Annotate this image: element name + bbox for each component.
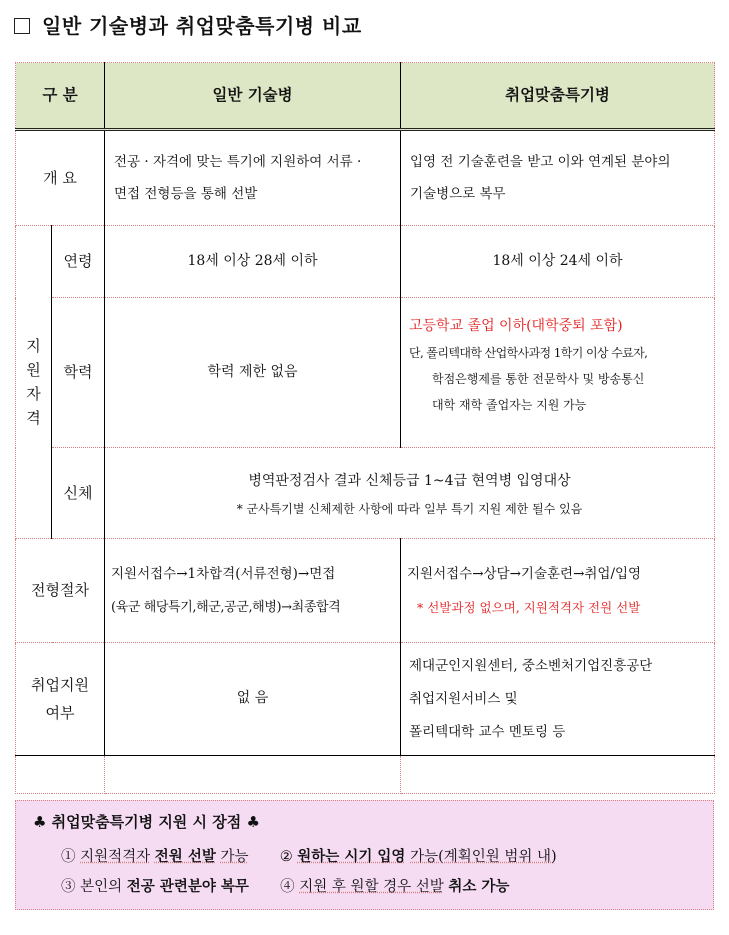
procedure-general: [105, 539, 401, 643]
table-header-row: [16, 63, 715, 130]
age-label: 연령: [52, 226, 105, 298]
advantages-line1: [61, 845, 557, 866]
procedure-label: 전형절차: [16, 539, 105, 643]
education-note-line3: 대학 재학 졸업자는 지원 가능: [432, 398, 587, 412]
item4-pre: 지원 후 원할 경우 선발: [299, 879, 444, 895]
overview-general: [105, 130, 401, 226]
row-age: [16, 226, 715, 298]
qualification-char: 지: [26, 337, 41, 355]
physical-label: 신체: [52, 448, 105, 539]
employment-label: [16, 643, 105, 756]
page-title-text: 일반 기술병과 취업맞춤특기병 비교: [42, 14, 362, 38]
employment-custom: [401, 643, 715, 756]
age-general: 18세 이상 28세 이하: [105, 226, 401, 298]
item3-bold: 전공 관련분야 복무: [126, 879, 249, 895]
overview-custom-line1: 입영 전 기술훈련을 받고 이와 연계된 분야의: [410, 154, 671, 170]
item2-bold: 원하는 시기 입영: [297, 849, 406, 865]
checkbox-square-icon: [14, 18, 30, 34]
row-overview: [16, 130, 715, 226]
procedure-custom-line2: * 선발과정 없으며, 지원적격자 전원 선발: [417, 599, 641, 615]
item3-number: ③: [61, 879, 76, 895]
item2-post: 가능(계획인원 범위 내): [410, 849, 557, 865]
advantages-line2: [61, 875, 509, 896]
employment-custom-line2: 취업지원서비스 및: [409, 690, 518, 707]
overview-custom-line2: 기술병으로 복무: [410, 186, 506, 202]
qualification-char: 원: [26, 361, 41, 379]
item1-post: 가능: [220, 849, 249, 865]
education-custom: [401, 298, 715, 448]
row-education: [16, 298, 715, 448]
age-custom: 18세 이상 24세 이하: [401, 226, 715, 298]
item1-pre: 지원적격자: [80, 849, 151, 865]
page-title: [14, 10, 714, 38]
item4-number: ④: [280, 879, 295, 895]
row-procedure: [16, 539, 715, 643]
education-note-line2: 학점은행제를 통한 전문학사 및 방송통신: [432, 372, 645, 386]
overview-custom: [401, 130, 715, 226]
item4-bold: 취소 가능: [448, 879, 510, 895]
item2-number: ②: [279, 849, 293, 865]
employment-label-line2: 여부: [45, 704, 75, 722]
item3-pre: 본인의: [80, 879, 123, 895]
header-general: 일반 기술병: [105, 63, 401, 130]
overview-label: 개 요: [16, 130, 105, 226]
empty-cell: [105, 756, 401, 794]
education-custom-main: 고등학교 졸업 이하(대학중퇴 포함): [409, 318, 623, 334]
item1-number: ①: [61, 849, 76, 865]
employment-custom-line1: 제대군인지원센터, 중소벤처기업진흥공단: [409, 657, 653, 674]
physical-text: 병역판정검사 결과 신체등급 1~4급 현역병 입영대상: [248, 473, 571, 489]
overview-general-line1: 전공 · 자격에 맞는 특기에 지원하여 서류 ·: [114, 154, 362, 170]
advantages-box: [15, 800, 714, 910]
procedure-custom-line1: 지원서접수→상담→기술훈련→취업/입영: [407, 565, 642, 582]
empty-cell: [401, 756, 715, 794]
header-category: 구 분: [16, 63, 105, 130]
education-label: 학력: [52, 298, 105, 448]
education-note-line1: 단, 폴리텍대학 산업학사과정 1학기 이상 수료자,: [409, 346, 648, 360]
procedure-general-line2: (육군 해당특기,해군,공군,해병)→최종합격: [111, 599, 341, 615]
employment-custom-line3: 폴리텍대학 교수 멘토링 등: [409, 723, 566, 740]
qualification-label: [16, 226, 52, 539]
education-general: 학력 제한 없음: [105, 298, 401, 448]
row-employment: [16, 643, 715, 756]
overview-general-line2: 면접 전형등을 통해 선발: [114, 186, 258, 202]
comparison-table: [15, 62, 715, 794]
procedure-general-line1: 지원서접수→1차합격(서류전형)→면접: [111, 565, 336, 582]
header-custom: 취업맞춤특기병: [401, 63, 715, 130]
item1-bold: 전원 선발: [154, 849, 216, 865]
advantages-title: ♣ 취업맞춤특기병 지원 시 장점 ♣: [33, 813, 260, 831]
employment-general: 없 음: [105, 643, 401, 756]
row-physical: [16, 448, 715, 539]
employment-label-line1: 취업지원: [31, 676, 89, 694]
qualification-char: 격: [26, 409, 41, 427]
qualification-char: 자: [26, 385, 41, 403]
procedure-custom: [401, 539, 715, 643]
empty-cell: [16, 756, 105, 794]
row-empty: [16, 756, 715, 794]
physical-note: * 군사특기별 신체제한 사항에 따라 일부 특기 지원 제한 될수 있음: [236, 502, 583, 516]
physical-content: [105, 448, 715, 539]
